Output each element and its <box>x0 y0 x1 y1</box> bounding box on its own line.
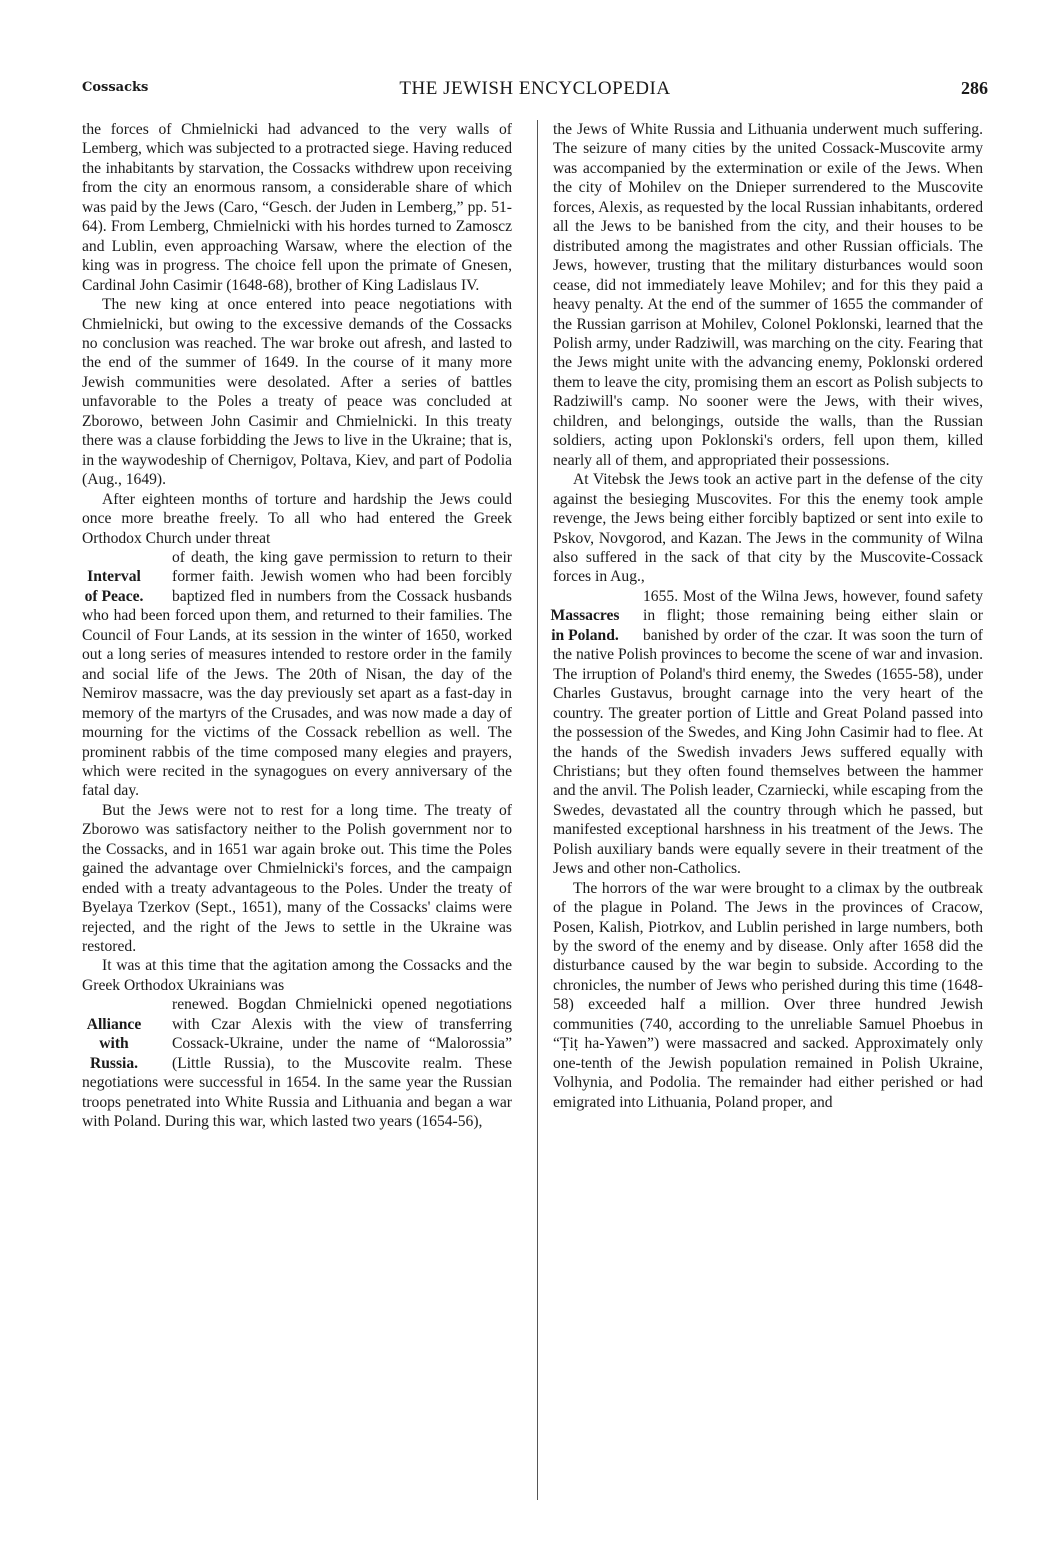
sidenote-line: with <box>99 1035 129 1053</box>
left-column <box>82 120 512 1132</box>
sidenote-line: Interval <box>87 568 141 586</box>
column-divider <box>537 120 538 1500</box>
paragraph: At Vitebsk the Jews took an active part in the defense of the city against the besieging Muscovites. For this the enemy took ample revenge, the Jews being either forcibly baptized or sent into exile to Pskov, Novgorod, and Kazan. The Jews in the community of Wilna also suffered in the sack of that city by the Muscovite-Cossack forces in Aug., <box>553 471 983 586</box>
page-header <box>82 78 988 102</box>
sidenote-line: Massacres <box>550 607 620 625</box>
paragraph: The new king at once entered into peace negotiations with Chmielnicki, but owing to the excessive demands of the Cossacks no conclusion was reached. The war broke out afresh, and lasted to the end of the summer of 1649. In the course of it many more Jewish communities were desolated. After a series of battles unfavorable to the Poles a treaty of peace was concluded at Zborowo, between John Casimir and Chmielnicki. In this treaty there was a clause forbidding the Jews to live in the Ukraine; that is, in the waywodeship of Chernigov, Poltava, Kiev, and part of Podolia (Aug., 1649). <box>82 296 512 489</box>
sidenote-massacres-in-poland <box>533 587 637 645</box>
paragraph: the Jews of White Russia and Lithuania underwent much suffering. The seizure of many cities by the united Cossack-Muscovite army was accompanied by the extermination or exile of the Jews. When the city of Mohilev on the Dnieper surrendered to the Muscovite forces, Alexis, as requested by the local Russian inhabitants, ordered all the Jews to be banished from the city, and their houses to be distributed among the magistrates and other Russian officials. The Jews, however, trusting that the military disturbances would soon cease, did not immediately leave Mohilev; and for this they paid a heavy penalty. At the end of the summer of 1655 the commander of the Russian garrison at Mohilev, Colonel Poklonski, learned that the Polish army, under Radziwill, was marching on the city. Fearing that the Jews might unite with the advancing enemy, Poklonski ordered them to leave the city, promising them an escort as Polish subjects to Radziwill's camp. No sooner were the Jews, with their wives, children, and belongings, outside the walls, than the Russian soldiers, acting upon Poklonski's orders, fell upon them, killed nearly all of them, and appropriated their possessions. <box>553 121 983 469</box>
paragraph: the forces of Chmielnicki had advanced to the very walls of Lemberg, which was subjected to a protracted siege. Having reduced the inhabitants by starvation, the Cossacks withdrew upon receiving from the city an enormous ransom, a considerable share of which was paid by the Jews (Caro, “Gesch. der Juden in Lemberg,” pp. 51-64). From Lemberg, Chmielnicki with his hordes turned to Zamoscz and Lublin, even approaching Warsaw, where the election of the king was in progress. The choice fell upon the primate of Gnesen, Cardinal John Casimir (1648-68), brother of King Ladislaus IV. <box>82 121 512 294</box>
paragraph-with-sidenote <box>82 995 512 1131</box>
paragraph: The horrors of the war were brought to a climax by the outbreak of the plague in Poland. The Jews in the provinces of Cracow, Posen, Kalish, Piotrkov, and Lublin perished in large numbers, both by the sword of the enemy and by disease. Only after 1658 did the disturbance caused by the war begin to subside. According to the chronicles, the number of Jews who perished during this time (1648-58) exceeded half a million. Over three hundred Jewish communities (740, according to the unreliable Samuel Phoebus in “Ṭiṭ ha-Yawen”) were massacred and sacked. Approximately only one-tenth of the Jewish population remained in Polish Ukraine, Volhynia, and Podolia. The remainder had either perished or had emigrated into Lithuania, Poland proper, and <box>553 879 983 1111</box>
sidenote-alliance-with-russia <box>62 995 166 1073</box>
sidenote-line: Alliance <box>86 1015 142 1033</box>
sidenote-interval-of-peace <box>62 548 166 606</box>
paragraph-text: renewed. Bogdan Chmielnicki opened negotiations with Czar Alexis with the view of transferring Cossack-Ukraine, under the name of “Malorossia” (Little Russia), to the Muscovite realm. These negotiations were successful in 1654. In the same year the Russian troops penetrated into White Russia and Lithuania and began a war with Poland. During this war, which lasted two years (1654-56), <box>82 996 512 1131</box>
page-number: 286 <box>961 78 988 98</box>
paragraph: But the Jews were not to rest for a long time. The treaty of Zborowo was satisfactory neither to the Polish government nor to the Cossacks, and in 1651 war again broke out. This time the Poles gained the advantage over Chmielnicki's forces, and the campaign ended with a treaty advantageous to the Poles. Under the treaty of Byelaya Tzerkov (Sept., 1651), many of the Cossacks' claims were rejected, and the right of the Jews to settle in the Ukraine was restored. <box>82 801 512 956</box>
running-title: THE JEWISH ENCYCLOPEDIA <box>399 78 671 99</box>
paragraph-with-sidenote <box>550 587 983 879</box>
sidenote-line: of Peace. <box>84 587 144 605</box>
paragraph: After eighteen months of torture and hardship the Jews could once more breathe freely. To all who had entered the Greek Orthodox Church under threat <box>82 490 512 547</box>
paragraph-text: 1655. Most of the Wilna Jews, however, found safety in flight; those remaining being either slain or banished by order of the czar. It was soon the turn of the native Polish provinces to become the scene of war and invasion. The irruption of Poland's third enemy, the Swedes (1655-58), under Charles Gustavus, brought carnage into the very heart of the country. The greater portion of Little and Great Poland passed into the possession of the Swedes, and King John Casimir had to flee. At the hands of the Swedish invaders Jews suffered equally with Christians; but they often found themselves between the hammer and the anvil. The Polish leader, Czarniecki, while escaping from the Swedes, devastated all the country through which he passed, but manifested exceptional harshness in his treatment of the Jews. The Polish auxiliary bands were equally severe in their treatment of the Jews and other non-Catholics. <box>553 587 983 878</box>
paragraph-with-sidenote <box>82 548 512 801</box>
paragraph-text: of death, the king gave permission to return to their former faith. Jewish women who had been forcibly baptized fled in numbers from the Cossack husbands who had been forced upon them, and returned to their families. The Council of Four Lands, at its session in the winter of 1650, worked out a long series of measures intended to restore order in the family and social life of the Jews. The 20th of Nisan, the day of the Nemirov massacre, was the day previously set apart as a fast-day in memory of the martyrs of the Crusades, and was now made a day of mourning for the victims of the Cossack rebellion as well. The prominent rabbis of the time composed many elegies and prayers, which were recited in the synagogues on every anniversary of the fatal day. <box>82 548 512 800</box>
sidenote-line: Russia. <box>89 1054 139 1072</box>
right-column <box>550 120 983 1112</box>
sidenote-line: in Poland. <box>551 626 619 644</box>
paragraph: It was at this time that the agitation among the Cossacks and the Greek Orthodox Ukrainians was <box>82 957 512 994</box>
section-title: Cossacks <box>82 80 149 95</box>
